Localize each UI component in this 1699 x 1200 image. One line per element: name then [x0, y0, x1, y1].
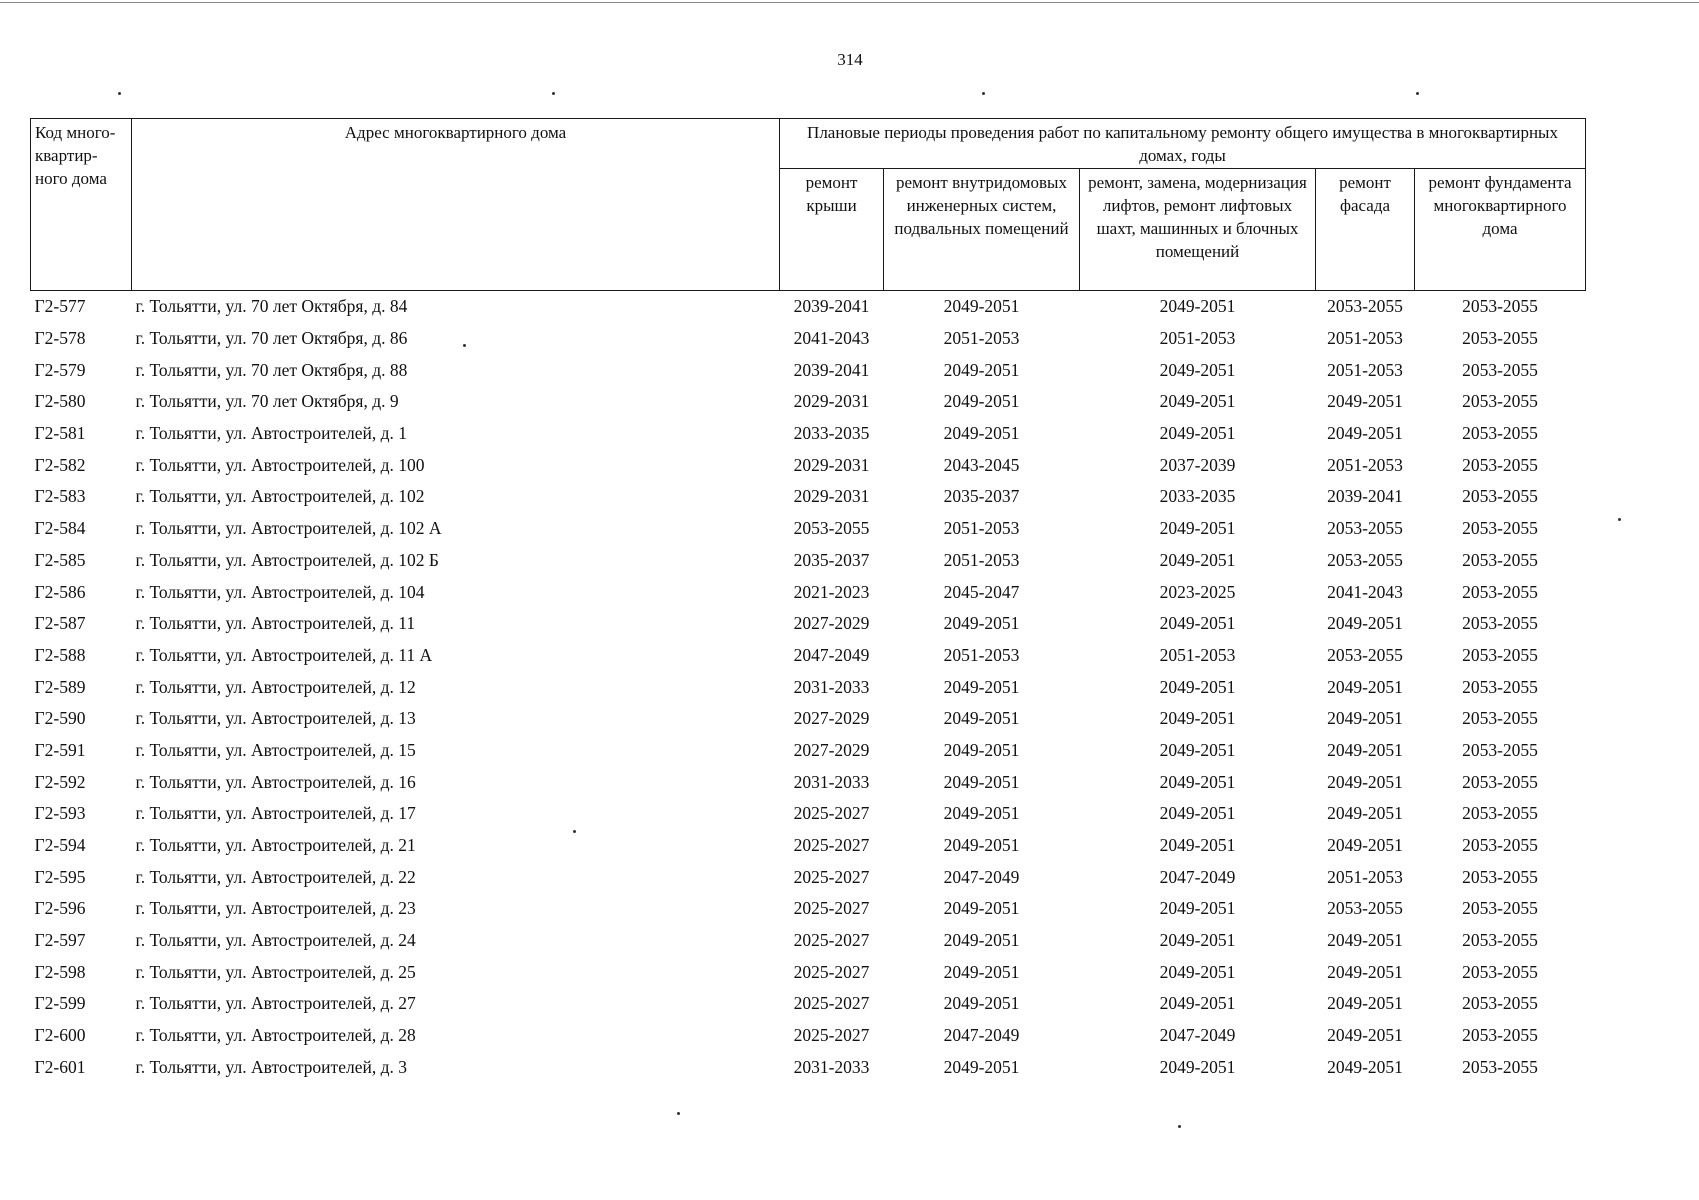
cell-foundation: 2053-2055 [1462, 359, 1538, 380]
cell-facade: 2049-2051 [1327, 676, 1403, 697]
cell-foundation: 2053-2055 [1462, 739, 1538, 760]
cell-code: Г2-577 [34, 296, 86, 317]
cell-facade: 2051-2053 [1327, 454, 1403, 475]
header-code: Код много-квартир-ного дома [31, 119, 132, 291]
cell-elevators: 2049-2051 [1159, 613, 1236, 634]
cell-systems: 2049-2051 [943, 835, 1020, 856]
cell-systems: 2049-2051 [943, 423, 1020, 444]
cell-roof: 2025-2027 [793, 930, 870, 951]
cell-code: Г2-578 [34, 328, 86, 349]
cell-roof: 2025-2027 [793, 835, 870, 856]
cell-code: Г2-583 [34, 486, 86, 507]
cell-roof: 2041-2043 [793, 328, 870, 349]
header-address: Адрес многоквартирного дома [132, 119, 780, 291]
cell-code: Г2-600 [34, 1025, 86, 1046]
cell-code: Г2-595 [34, 866, 86, 887]
cell-facade: 2049-2051 [1327, 613, 1403, 634]
cell-address: г. Тольятти, ул. Автостроителей, д. 100 [135, 454, 425, 475]
cell-address: г. Тольятти, ул. 70 лет Октября, д. 88 [135, 359, 408, 380]
table-row [31, 576, 1586, 608]
cell-foundation: 2053-2055 [1462, 613, 1538, 634]
cell-address: г. Тольятти, ул. Автостроителей, д. 102 Б [135, 549, 439, 570]
cell-facade: 2049-2051 [1327, 835, 1403, 856]
cell-elevators: 2047-2049 [1159, 866, 1236, 887]
cell-code: Г2-599 [34, 993, 86, 1014]
cell-foundation: 2053-2055 [1462, 486, 1538, 507]
cell-systems: 2047-2049 [943, 866, 1020, 887]
table-row [31, 640, 1586, 672]
table-row [31, 1020, 1586, 1052]
table-row [31, 608, 1586, 640]
cell-elevators: 2049-2051 [1159, 359, 1236, 380]
cell-elevators: 2049-2051 [1159, 391, 1236, 412]
table-header [31, 119, 1586, 291]
top-scan-border [0, 2, 1699, 3]
cell-elevators: 2049-2051 [1159, 423, 1236, 444]
cell-roof: 2027-2029 [793, 613, 870, 634]
cell-code: Г2-586 [34, 581, 86, 602]
cell-systems: 2049-2051 [943, 739, 1020, 760]
cell-systems: 2049-2051 [943, 708, 1020, 729]
cell-address: г. Тольятти, ул. Автостроителей, д. 24 [135, 930, 416, 951]
cell-address: г. Тольятти, ул. Автостроителей, д. 28 [135, 1025, 416, 1046]
cell-systems: 2049-2051 [943, 391, 1020, 412]
cell-roof: 2025-2027 [793, 803, 870, 824]
cell-roof: 2029-2031 [793, 454, 870, 475]
cell-facade: 2049-2051 [1327, 1056, 1403, 1077]
cell-address: г. Тольятти, ул. Автостроителей, д. 17 [135, 803, 416, 824]
table-row [31, 861, 1586, 893]
cell-foundation: 2053-2055 [1462, 423, 1538, 444]
cell-facade: 2049-2051 [1327, 391, 1403, 412]
cell-roof: 2039-2041 [793, 359, 870, 380]
cell-systems: 2049-2051 [943, 613, 1020, 634]
cell-foundation: 2053-2055 [1462, 771, 1538, 792]
cell-address: г. Тольятти, ул. 70 лет Октября, д. 86 [135, 328, 408, 349]
cell-code: Г2-589 [34, 676, 86, 697]
table-body [31, 291, 1586, 1084]
cell-facade: 2051-2053 [1327, 328, 1403, 349]
cell-systems: 2049-2051 [943, 993, 1020, 1014]
cell-code: Г2-590 [34, 708, 86, 729]
cell-address: г. Тольятти, ул. Автостроителей, д. 104 [135, 581, 425, 602]
cell-roof: 2039-2041 [793, 296, 870, 317]
cell-code: Г2-580 [34, 391, 86, 412]
cell-facade: 2053-2055 [1327, 549, 1403, 570]
table-row [31, 703, 1586, 735]
cell-elevators: 2049-2051 [1159, 296, 1236, 317]
cell-systems: 2051-2053 [943, 518, 1020, 539]
cell-code: Г2-598 [34, 961, 86, 982]
table-row [31, 386, 1586, 418]
cell-address: г. Тольятти, ул. 70 лет Октября, д. 9 [135, 391, 399, 412]
header-systems: ремонт внутридомовых инженерных систем, подвальных помещений [884, 169, 1080, 291]
cell-elevators: 2049-2051 [1159, 803, 1236, 824]
cell-code: Г2-597 [34, 930, 86, 951]
scan-speck [982, 92, 985, 95]
cell-systems: 2051-2053 [943, 644, 1020, 665]
cell-address: г. Тольятти, ул. Автостроителей, д. 21 [135, 835, 416, 856]
cell-facade: 2051-2053 [1327, 866, 1403, 887]
cell-address: г. Тольятти, ул. Автостроителей, д. 15 [135, 739, 416, 760]
cell-facade: 2051-2053 [1327, 359, 1403, 380]
table-row [31, 830, 1586, 862]
header-facade: ремонт фасада [1316, 169, 1415, 291]
table-row [31, 735, 1586, 767]
table-row [31, 291, 1586, 323]
cell-address: г. Тольятти, ул. Автостроителей, д. 102 А [135, 518, 442, 539]
table-row [31, 798, 1586, 830]
cell-foundation: 2053-2055 [1462, 676, 1538, 697]
cell-roof: 2025-2027 [793, 866, 870, 887]
table-row [31, 481, 1586, 513]
cell-systems: 2051-2053 [943, 328, 1020, 349]
table-row [31, 893, 1586, 925]
cell-elevators: 2049-2051 [1159, 549, 1236, 570]
cell-address: г. Тольятти, ул. Автостроителей, д. 25 [135, 961, 416, 982]
cell-elevators: 2049-2051 [1159, 676, 1236, 697]
scan-speck [118, 92, 121, 95]
cell-foundation: 2053-2055 [1462, 296, 1538, 317]
cell-foundation: 2053-2055 [1462, 898, 1538, 919]
page-number: 314 [837, 50, 863, 69]
cell-foundation: 2053-2055 [1462, 549, 1538, 570]
cell-elevators: 2047-2049 [1159, 1025, 1236, 1046]
table-row [31, 988, 1586, 1020]
cell-foundation: 2053-2055 [1462, 1056, 1538, 1077]
cell-foundation: 2053-2055 [1462, 518, 1538, 539]
cell-code: Г2-593 [34, 803, 86, 824]
cell-systems: 2049-2051 [943, 930, 1020, 951]
cell-systems: 2049-2051 [943, 1056, 1020, 1077]
cell-address: г. Тольятти, ул. Автостроителей, д. 16 [135, 771, 416, 792]
cell-roof: 2025-2027 [793, 898, 870, 919]
scan-speck [552, 92, 555, 95]
cell-code: Г2-582 [34, 454, 86, 475]
cell-systems: 2047-2049 [943, 1025, 1020, 1046]
cell-systems: 2049-2051 [943, 898, 1020, 919]
cell-address: г. Тольятти, ул. Автостроителей, д. 11 А [135, 644, 433, 665]
table-row [31, 354, 1586, 386]
cell-roof: 2025-2027 [793, 1025, 870, 1046]
cell-facade: 2049-2051 [1327, 1025, 1403, 1046]
cell-code: Г2-581 [34, 423, 86, 444]
cell-facade: 2049-2051 [1327, 739, 1403, 760]
cell-address: г. Тольятти, ул. Автостроителей, д. 23 [135, 898, 416, 919]
cell-roof: 2031-2033 [793, 1056, 870, 1077]
cell-elevators: 2033-2035 [1159, 486, 1236, 507]
cell-systems: 2051-2053 [943, 549, 1020, 570]
cell-facade: 2049-2051 [1327, 708, 1403, 729]
header-roof: ремонт крыши [780, 169, 884, 291]
cell-facade: 2053-2055 [1327, 296, 1403, 317]
cell-address: г. Тольятти, ул. Автостроителей, д. 27 [135, 993, 416, 1014]
cell-elevators: 2051-2053 [1159, 644, 1236, 665]
cell-roof: 2027-2029 [793, 739, 870, 760]
cell-facade: 2049-2051 [1327, 771, 1403, 792]
table-row [31, 766, 1586, 798]
scan-speck [1416, 92, 1419, 95]
table-row [31, 1052, 1586, 1084]
cell-roof: 2053-2055 [793, 518, 870, 539]
cell-facade: 2053-2055 [1327, 518, 1403, 539]
cell-address: г. Тольятти, ул. Автостроителей, д. 13 [135, 708, 416, 729]
cell-systems: 2045-2047 [943, 581, 1020, 602]
cell-facade: 2049-2051 [1327, 423, 1403, 444]
cell-foundation: 2053-2055 [1462, 866, 1538, 887]
cell-address: г. Тольятти, ул. Автостроителей, д. 11 [135, 613, 416, 634]
cell-address: г. Тольятти, ул. Автостроителей, д. 22 [135, 866, 416, 887]
cell-foundation: 2053-2055 [1462, 391, 1538, 412]
cell-code: Г2-579 [34, 359, 86, 380]
cell-code: Г2-585 [34, 549, 86, 570]
cell-foundation: 2053-2055 [1462, 328, 1538, 349]
cell-systems: 2049-2051 [943, 296, 1020, 317]
repair-schedule-table [30, 118, 1586, 1083]
cell-systems: 2049-2051 [943, 961, 1020, 982]
cell-code: Г2-588 [34, 644, 86, 665]
cell-elevators: 2049-2051 [1159, 739, 1236, 760]
cell-roof: 2025-2027 [793, 993, 870, 1014]
table-row [31, 671, 1586, 703]
table-row [31, 545, 1586, 577]
cell-systems: 2049-2051 [943, 676, 1020, 697]
cell-facade: 2049-2051 [1327, 993, 1403, 1014]
cell-address: г. Тольятти, ул. Автостроителей, д. 102 [135, 486, 425, 507]
cell-code: Г2-601 [34, 1056, 86, 1077]
table-row [31, 323, 1586, 355]
cell-roof: 2031-2033 [793, 771, 870, 792]
cell-roof: 2027-2029 [793, 708, 870, 729]
header-foundation: ремонт фундамента многоквартирного дома [1415, 169, 1586, 291]
cell-roof: 2033-2035 [793, 423, 870, 444]
table-row [31, 418, 1586, 450]
cell-foundation: 2053-2055 [1462, 835, 1538, 856]
cell-facade: 2041-2043 [1327, 581, 1403, 602]
cell-code: Г2-591 [34, 739, 86, 760]
cell-elevators: 2049-2051 [1159, 1056, 1236, 1077]
cell-foundation: 2053-2055 [1462, 581, 1538, 602]
table-row [31, 513, 1586, 545]
cell-elevators: 2049-2051 [1159, 835, 1236, 856]
cell-systems: 2049-2051 [943, 803, 1020, 824]
cell-facade: 2053-2055 [1327, 644, 1403, 665]
cell-elevators: 2049-2051 [1159, 961, 1236, 982]
cell-systems: 2035-2037 [943, 486, 1020, 507]
cell-code: Г2-594 [34, 835, 86, 856]
cell-address: г. Тольятти, ул. 70 лет Октября, д. 84 [135, 296, 408, 317]
cell-code: Г2-592 [34, 771, 86, 792]
cell-roof: 2031-2033 [793, 676, 870, 697]
cell-roof: 2035-2037 [793, 549, 870, 570]
header-periods-group: Плановые периоды проведения работ по капитальному ремонту общего имущества в многоквартирных домах, годы [780, 119, 1586, 169]
table-row [31, 449, 1586, 481]
cell-systems: 2043-2045 [943, 454, 1020, 475]
cell-code: Г2-587 [34, 613, 86, 634]
scan-speck [1618, 518, 1621, 521]
cell-foundation: 2053-2055 [1462, 993, 1538, 1014]
cell-facade: 2049-2051 [1327, 803, 1403, 824]
cell-roof: 2029-2031 [793, 486, 870, 507]
cell-elevators: 2051-2053 [1159, 328, 1236, 349]
cell-systems: 2049-2051 [943, 359, 1020, 380]
cell-facade: 2049-2051 [1327, 961, 1403, 982]
cell-facade: 2039-2041 [1327, 486, 1403, 507]
cell-foundation: 2053-2055 [1462, 644, 1538, 665]
table-row [31, 925, 1586, 957]
cell-foundation: 2053-2055 [1462, 708, 1538, 729]
header-elevators: ремонт, замена, модернизация лифтов, ремонт лифтовых шахт, машинных и блочных помещений [1080, 169, 1316, 291]
cell-facade: 2053-2055 [1327, 898, 1403, 919]
cell-systems: 2049-2051 [943, 771, 1020, 792]
cell-elevators: 2023-2025 [1159, 581, 1236, 602]
cell-address: г. Тольятти, ул. Автостроителей, д. 12 [135, 676, 416, 697]
cell-foundation: 2053-2055 [1462, 454, 1538, 475]
cell-address: г. Тольятти, ул. Автостроителей, д. 1 [135, 423, 407, 444]
cell-roof: 2021-2023 [793, 581, 870, 602]
cell-foundation: 2053-2055 [1462, 1025, 1538, 1046]
cell-elevators: 2049-2051 [1159, 708, 1236, 729]
cell-foundation: 2053-2055 [1462, 930, 1538, 951]
cell-facade: 2049-2051 [1327, 930, 1403, 951]
cell-code: Г2-584 [34, 518, 86, 539]
cell-elevators: 2049-2051 [1159, 518, 1236, 539]
cell-elevators: 2049-2051 [1159, 993, 1236, 1014]
cell-code: Г2-596 [34, 898, 86, 919]
cell-elevators: 2049-2051 [1159, 771, 1236, 792]
cell-roof: 2029-2031 [793, 391, 870, 412]
cell-foundation: 2053-2055 [1462, 961, 1538, 982]
cell-elevators: 2049-2051 [1159, 898, 1236, 919]
scan-speck [677, 1112, 680, 1115]
cell-address: г. Тольятти, ул. Автостроителей, д. 3 [135, 1056, 407, 1077]
table-row [31, 956, 1586, 988]
cell-roof: 2047-2049 [793, 644, 870, 665]
cell-elevators: 2037-2039 [1159, 454, 1236, 475]
cell-elevators: 2049-2051 [1159, 930, 1236, 951]
scan-speck [1178, 1125, 1181, 1128]
cell-roof: 2025-2027 [793, 961, 870, 982]
cell-foundation: 2053-2055 [1462, 803, 1538, 824]
